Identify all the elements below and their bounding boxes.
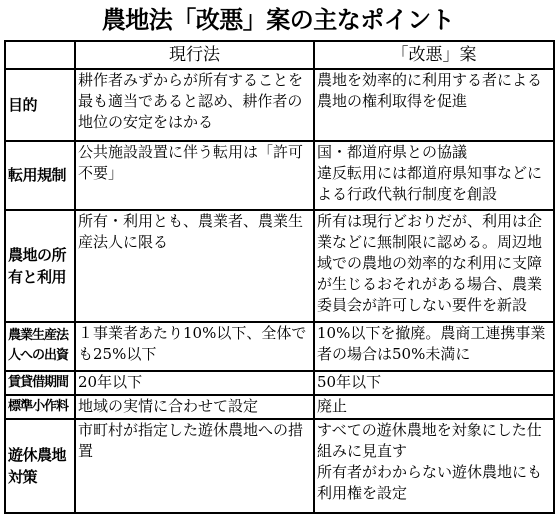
current-law-cell <box>75 210 314 322</box>
cell-text: 廃止 <box>317 396 348 415</box>
proposal-cell <box>314 69 554 140</box>
cell-text: 国・都道府県との協議 違反転用には都道府県知事などによる行政代執行制度を創設 <box>317 142 543 203</box>
current-law-cell <box>75 371 314 395</box>
cell-text: 50年以下 <box>317 372 382 391</box>
cell-text: 市町村が指定した遊休農地への措置 <box>78 421 304 461</box>
row-label: 転用規制 <box>5 141 75 210</box>
row-label: 賃貸借期間 <box>5 371 75 395</box>
current-law-cell <box>75 69 314 140</box>
row-label: 目的 <box>5 69 75 140</box>
cell-text: 10%以下を撤廃。農商工連携事業者の場合は50%未満に <box>317 323 546 363</box>
table-row <box>5 141 554 210</box>
row-label: 農地の所有と利用 <box>5 210 75 322</box>
cell-text: １事業者あたり10%以下、全体でも25%以下 <box>78 323 307 363</box>
proposal-cell <box>314 419 554 513</box>
row-label: 遊休農地対策 <box>5 419 75 513</box>
cell-text: 農地を効率的に利用する者による農地の権利取得を促進 <box>317 71 543 111</box>
table-row <box>5 371 554 395</box>
cell-text: 公共施設設置に伴う転用は「許可不要」 <box>78 142 304 182</box>
current-law-cell <box>75 322 314 371</box>
cell-text: 所有・利用とも、農業者、農業生産法人に限る <box>78 211 304 251</box>
header-empty <box>5 41 75 69</box>
cell-text: 20年以下 <box>78 372 143 391</box>
proposal-cell <box>314 371 554 395</box>
table-row <box>5 322 554 371</box>
current-law-cell <box>75 395 314 419</box>
proposal-cell <box>314 395 554 419</box>
table-row <box>5 210 554 322</box>
header-row <box>5 41 554 69</box>
current-law-cell <box>75 419 314 513</box>
proposal-cell <box>314 141 554 210</box>
cell-text: 所有は現行どおりだが、利用は企業などに無制限に認める。周辺地域での農地の効率的な利用に支障が生じるおそれがある場合、農業委員会が許可しない要件を新設 <box>317 211 543 314</box>
current-law-cell <box>75 141 314 210</box>
proposal-cell <box>314 210 554 322</box>
document-title: 農地法「改悪」案の主なポイント <box>101 6 455 34</box>
proposal-cell <box>314 322 554 371</box>
cell-text: 耕作者みずからが所有することを最も適当であると認め、耕作者の地位の安定をはかる <box>78 71 304 132</box>
table-row <box>5 395 554 419</box>
cell-text: 地域の実情に合わせて設定 <box>78 396 259 415</box>
header-proposal: 「改悪」案 <box>314 41 554 69</box>
row-label: 農業生産法人への出資 <box>5 322 75 371</box>
header-current-law: 現行法 <box>75 41 314 69</box>
table-row <box>5 419 554 513</box>
table-row <box>5 69 554 140</box>
row-label: 標準小作料 <box>5 395 75 419</box>
cell-text: すべての遊休農地を対象にした仕組みに見直す 所有者がわからない遊休農地にも利用権を設定 <box>317 421 543 503</box>
comparison-table <box>4 40 555 514</box>
